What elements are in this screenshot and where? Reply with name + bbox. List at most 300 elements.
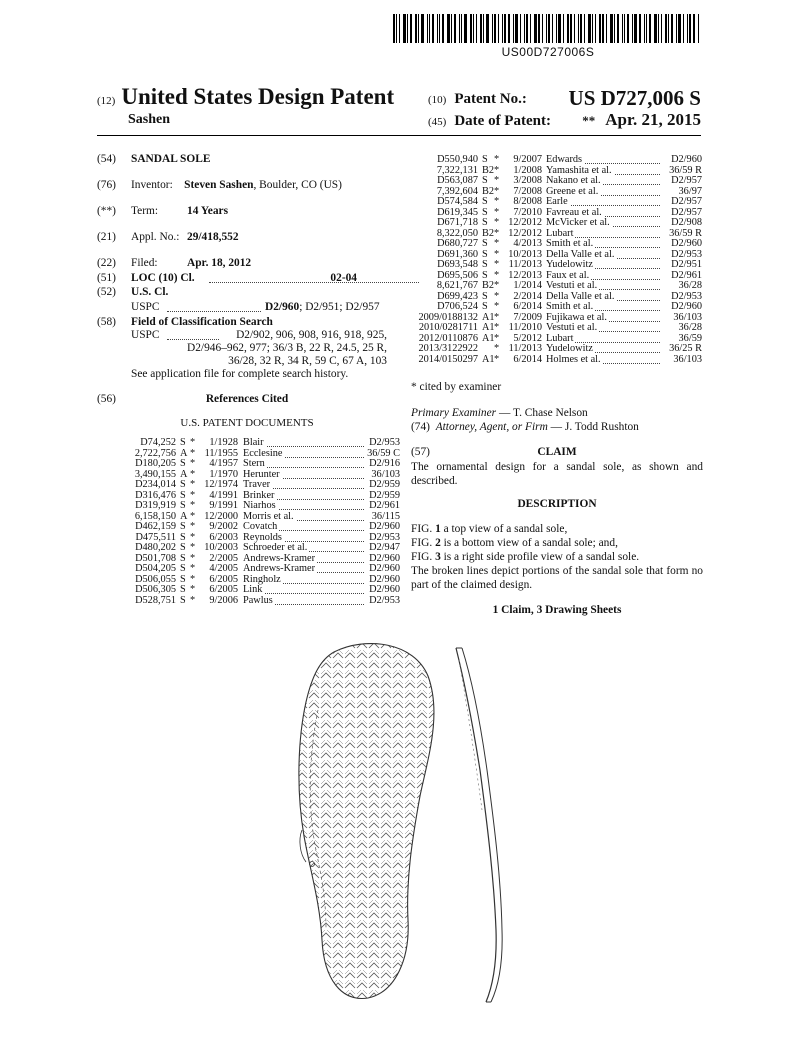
fig-number: 2	[435, 537, 441, 549]
ref-name: Covatch	[243, 521, 278, 532]
ref-star: *	[190, 542, 196, 553]
ref-date: 9/1991	[209, 500, 238, 511]
reference-row	[118, 522, 400, 533]
fig-number: 3	[435, 551, 441, 563]
uspc-secondary: ; D2/951; D2/957	[299, 301, 380, 313]
ref-date: 4/1991	[209, 489, 238, 501]
examiner-label: Primary Examiner	[411, 407, 497, 419]
appl-value: 29/418,552	[187, 231, 239, 243]
ref-number: D693,548	[437, 259, 478, 270]
reference-row	[118, 480, 400, 491]
ref-number: D691,360	[437, 248, 478, 260]
ref-name: Brinker	[243, 489, 275, 501]
ref-star: *	[190, 468, 196, 480]
barcode-bar	[570, 14, 572, 43]
barcode-bar	[683, 14, 684, 43]
ref-date: 12/2013	[508, 269, 542, 281]
barcode-bar	[432, 14, 434, 43]
date-stars: **	[582, 113, 596, 128]
ref-kind: S	[482, 217, 488, 228]
broken-lines-note: The broken lines depict portions of the sandal sole that form no part of the claimed design.	[411, 565, 703, 591]
reference-row	[118, 501, 400, 512]
barcode-bar	[476, 14, 477, 43]
ref-class: D2/960	[369, 573, 400, 585]
ref-date: 12/2012	[508, 217, 542, 228]
field-inventor	[97, 178, 397, 194]
barcode-bar	[580, 14, 582, 43]
ref-date: 6/2005	[209, 573, 238, 585]
ref-number: D506,305	[135, 584, 176, 595]
field-title-text: SANDAL SOLE	[131, 153, 211, 165]
ref-kind: A	[180, 447, 188, 459]
barcode-bar	[658, 14, 659, 43]
ref-class: 36/59 R	[669, 164, 702, 176]
ref-number: 2014/0150297	[418, 353, 478, 365]
ref-star: *	[190, 500, 196, 511]
ref-name: Traver	[243, 479, 271, 490]
reference-row	[118, 596, 400, 607]
field-label: LOC (10) Cl.	[131, 272, 195, 284]
ref-star: *	[494, 185, 500, 197]
patent-title	[97, 84, 394, 110]
ref-name: Niarhos	[243, 500, 276, 511]
ref-date: 12/2012	[508, 227, 542, 239]
reference-row	[410, 302, 702, 313]
ref-class: 36/28	[678, 280, 702, 291]
barcode-bar	[665, 14, 667, 43]
ref-date: 6/2005	[209, 584, 238, 595]
ref-class: D2/953	[369, 594, 400, 606]
ref-class: D2/960	[369, 552, 400, 564]
ref-name: Edwards	[546, 154, 583, 165]
reference-row	[410, 323, 702, 334]
ref-class: D2/947	[369, 542, 400, 553]
ref-kind: S	[482, 154, 488, 165]
ref-star: *	[494, 332, 500, 344]
ref-kind: S	[482, 269, 488, 281]
barcode-bar	[574, 14, 575, 43]
ref-number: D671,718	[437, 217, 478, 228]
ref-date: 11/2010	[508, 322, 542, 333]
fig3-description	[411, 550, 703, 564]
ref-date: 12/2000	[204, 510, 238, 522]
ref-kind: S	[180, 531, 186, 543]
barcode-bar	[492, 14, 493, 43]
barcode-bar	[546, 14, 547, 43]
ref-kind: S	[180, 594, 186, 606]
barcode-bar	[396, 14, 397, 43]
fig2-description	[411, 536, 703, 550]
ref-number: 2,722,756	[134, 447, 176, 459]
attorney-name: — J. Todd Rushton	[547, 421, 639, 433]
ref-number: D234,014	[135, 479, 176, 490]
ref-number: D699,423	[437, 290, 478, 302]
ref-class: 36/25 R	[669, 343, 702, 354]
reference-row	[410, 281, 702, 292]
barcode-bar	[480, 14, 482, 43]
barcode	[393, 14, 703, 43]
ref-name: Schroeder et al.	[243, 542, 308, 553]
field-refs	[97, 392, 397, 432]
barcode-bar	[634, 14, 637, 43]
representative-drawing	[296, 640, 516, 1015]
fig-text: is a bottom view of a sandal sole; and,	[440, 537, 618, 549]
attorney	[411, 420, 703, 434]
ref-class: 36/97	[678, 185, 702, 197]
search-line-3: 36/28, 32 R, 34 R, 59 C, 67 A, 103	[228, 355, 387, 367]
ref-date: 1/2008	[513, 164, 542, 176]
barcode-bar	[437, 14, 438, 43]
field-filed	[97, 256, 397, 272]
field-inventor-row	[131, 178, 342, 193]
ref-class: D2/959	[369, 489, 400, 501]
barcode-bar	[421, 14, 424, 43]
ref-date: 11/2013	[508, 343, 542, 354]
barcode-bar	[548, 14, 550, 43]
ref-star: *	[190, 552, 196, 564]
barcode-bar	[534, 14, 537, 43]
ref-class: 36/103	[673, 353, 702, 365]
ref-name: McVicker et al.	[546, 217, 610, 228]
field-label: Term:	[131, 205, 159, 217]
barcode-bar	[689, 14, 691, 43]
ref-number: D695,506	[437, 269, 478, 281]
ref-star: *	[190, 510, 196, 522]
ref-date: 4/2013	[513, 238, 542, 249]
inventor-name: Steven Sashen	[184, 179, 254, 191]
ref-name: Herunter	[243, 468, 280, 480]
ref-star: *	[190, 563, 196, 574]
refs-left-table	[118, 438, 400, 606]
field-code: (51)	[97, 272, 116, 284]
ref-class: 36/115	[371, 510, 400, 522]
reference-row	[410, 239, 702, 250]
ref-number: D501,708	[135, 552, 176, 564]
ref-name: Lubart	[546, 227, 574, 239]
field-label: Inventor:	[131, 179, 173, 191]
ref-name: Holmes et al.	[546, 353, 601, 365]
ref-date: 7/2010	[513, 206, 542, 218]
patent-number-code: (10)	[428, 94, 447, 106]
fig-text: is a right side profile view of a sandal sole.	[440, 551, 640, 563]
barcode-bar	[646, 14, 647, 43]
barcode-bar	[530, 14, 531, 43]
ref-class: D2/961	[671, 269, 702, 281]
ref-number: 7,392,604	[436, 185, 478, 197]
ref-star: *	[494, 259, 500, 270]
field-title	[97, 152, 397, 168]
barcode-bar	[627, 14, 629, 43]
barcode-bar	[526, 14, 528, 43]
inventor-surname: Sashen	[128, 112, 171, 127]
term-value: 14 Years	[187, 205, 229, 217]
leader-dots	[167, 302, 261, 312]
ref-class: D2/953	[671, 290, 702, 302]
claim-code: (57)	[411, 446, 430, 458]
barcode-bar	[563, 14, 564, 43]
primary-examiner	[411, 406, 703, 420]
ref-date: 11/2013	[508, 259, 542, 270]
claim-text: The ornamental design for a sandal sole, as shown and described.	[411, 461, 703, 487]
barcode-bar	[515, 14, 518, 43]
filed-value: Apr. 18, 2012	[187, 257, 252, 269]
field-search	[97, 315, 397, 385]
ref-kind: A1	[482, 332, 495, 344]
barcode-bar	[649, 14, 651, 43]
barcode-bar	[502, 14, 503, 43]
date-label-text: Date of Patent:	[454, 113, 551, 129]
attorney-label: Attorney, Agent, or Firm	[435, 421, 548, 433]
field-term	[97, 204, 397, 220]
date-value: Apr. 21, 2015	[605, 110, 701, 129]
field-label: U.S. Cl.	[131, 286, 169, 298]
field-appl	[97, 230, 397, 246]
ref-number: D74,252	[140, 437, 176, 448]
ref-class: D2/959	[369, 479, 400, 490]
barcode-bar	[698, 14, 699, 43]
ref-kind: A	[180, 510, 188, 522]
loc-value: 02-04	[330, 272, 357, 284]
ref-name: Reynolds	[243, 531, 282, 543]
ref-star: *	[190, 594, 196, 606]
barcode-bar	[654, 14, 657, 43]
claim-heading-row	[411, 445, 703, 461]
barcode-bar	[429, 14, 430, 43]
ref-date: 6/2003	[209, 531, 238, 543]
barcode-bar	[668, 14, 669, 43]
ref-date: 4/2005	[209, 563, 238, 574]
ref-number: D475,511	[135, 531, 176, 543]
ref-kind: S	[180, 458, 186, 469]
ref-date: 1/1970	[209, 468, 238, 480]
sole-bottom-view	[299, 644, 434, 999]
field-code: (52)	[97, 286, 116, 298]
ref-name: Ecclesine	[243, 447, 283, 459]
barcode-bar	[552, 14, 553, 43]
fig-text: a top view of a sandal sole,	[440, 523, 568, 535]
leader-dots	[209, 273, 419, 283]
ref-date: 12/1974	[204, 479, 238, 490]
ref-date: 2/2014	[513, 290, 542, 302]
ref-star: *	[494, 311, 500, 323]
ref-class: D2/961	[369, 500, 400, 511]
ref-kind: A1	[482, 353, 495, 365]
ref-class: D2/960	[671, 154, 702, 165]
ref-date: 3/2008	[513, 175, 542, 186]
field-code: (54)	[97, 153, 116, 165]
ref-date: 5/2012	[513, 332, 542, 344]
field-label: Filed:	[131, 257, 158, 269]
ref-kind: B2	[482, 227, 495, 239]
ref-kind: S	[482, 248, 488, 260]
barcode-bar	[617, 14, 619, 43]
ref-name: Morris et al.	[243, 510, 294, 522]
barcode-bar	[393, 14, 395, 43]
fig-label: FIG.	[411, 551, 436, 563]
ref-star: *	[494, 343, 500, 354]
ref-name: Smith et al.	[546, 301, 594, 312]
ref-name: Della Valle et al.	[546, 248, 615, 260]
ref-kind: S	[180, 521, 186, 532]
ref-date: 1/1928	[209, 437, 238, 448]
field-code: (76)	[97, 179, 116, 191]
ref-kind: S	[180, 552, 186, 564]
barcode-bar	[498, 14, 499, 43]
ref-star: *	[190, 531, 196, 543]
barcode-bar	[578, 14, 579, 43]
uspc-label: USPC	[131, 329, 160, 341]
barcode-bar	[407, 14, 408, 43]
reference-row	[410, 155, 702, 166]
ref-kind: S	[180, 584, 186, 595]
ref-number: D506,055	[135, 573, 176, 585]
barcode-bar	[442, 14, 444, 43]
ref-class: D2/960	[671, 301, 702, 312]
ref-date: 9/2002	[209, 521, 238, 532]
barcode-bar	[473, 14, 474, 43]
ref-class: D2/960	[369, 584, 400, 595]
ref-kind: A1	[482, 311, 495, 323]
barcode-bar	[508, 14, 510, 43]
claims-sheets: 1 Claim, 3 Drawing Sheets	[492, 604, 622, 616]
ref-kind: S	[482, 238, 488, 249]
ref-name: Ringholz	[243, 573, 281, 585]
field-code: (21)	[97, 231, 116, 243]
fig1-description	[411, 522, 703, 536]
ref-kind: S	[180, 489, 186, 501]
fig-label: FIG.	[411, 523, 436, 535]
ref-star: *	[190, 447, 196, 459]
barcode-bar	[610, 14, 613, 43]
ref-date: 6/2014	[513, 353, 542, 365]
reference-row	[118, 585, 400, 596]
search-line-2: D2/946–962, 977; 36/3 B, 22 R, 24.5, 25 R,	[187, 342, 387, 354]
barcode-bar	[538, 14, 540, 43]
ref-class: D2/951	[671, 259, 702, 270]
refs-heading: References Cited	[205, 393, 289, 405]
barcode-bar	[556, 14, 557, 43]
barcode-bar	[602, 14, 604, 43]
ref-number: 3,490,155	[134, 468, 176, 480]
refs-subheading: U.S. PATENT DOCUMENTS	[180, 417, 314, 429]
barcode-bar	[504, 14, 506, 43]
barcode-bar	[399, 14, 400, 43]
ref-name: Link	[243, 584, 263, 595]
ref-number: D504,205	[135, 563, 176, 574]
ref-date: 2/2005	[209, 552, 238, 564]
ref-name: Yamashita et al.	[546, 164, 612, 176]
barcode-bar	[588, 14, 591, 43]
ref-class: D2/960	[369, 563, 400, 574]
reference-row	[410, 197, 702, 208]
ref-name: Vestuti et al.	[546, 280, 598, 291]
reference-row	[410, 176, 702, 187]
barcode-bar	[614, 14, 615, 43]
ref-class: 36/59	[678, 332, 702, 344]
ref-star: *	[494, 227, 500, 239]
barcode-bar	[418, 14, 419, 43]
fig-label: FIG.	[411, 537, 436, 549]
ref-star: *	[494, 164, 500, 176]
barcode-bar	[624, 14, 625, 43]
barcode-bar	[558, 14, 561, 43]
barcode-bar	[639, 14, 641, 43]
barcode-bar	[687, 14, 688, 43]
uspc-values	[265, 300, 380, 315]
patent-number-label	[428, 91, 527, 108]
field-label: Appl. No.:	[131, 231, 180, 243]
ref-kind: S	[180, 573, 186, 585]
ref-date: 11/1955	[204, 447, 238, 459]
ref-name: Lubart	[546, 332, 574, 344]
ref-number: 8,322,050	[436, 227, 478, 239]
barcode-bar	[451, 14, 452, 43]
ref-star: *	[494, 301, 500, 312]
barcode-bar	[632, 14, 633, 43]
reference-row	[118, 438, 400, 449]
ref-number: 6,158,150	[134, 510, 176, 522]
ref-name: Yudelowitz	[546, 343, 593, 354]
barcode-bar	[464, 14, 467, 43]
ref-name: Earle	[546, 196, 568, 207]
ref-number: D480,202	[135, 542, 176, 553]
ref-star: *	[494, 206, 500, 218]
ref-name: Smith et al.	[546, 238, 594, 249]
ref-class: 36/103	[673, 311, 702, 323]
ref-kind: B2	[482, 185, 495, 197]
ref-class: D2/957	[671, 175, 702, 186]
search-note: See application file for complete search history.	[131, 368, 349, 380]
barcode-bar	[661, 14, 662, 43]
ref-number: D316,476	[135, 489, 176, 501]
ref-star: *	[494, 269, 500, 281]
ref-name: Greene et al.	[546, 185, 599, 197]
barcode-bar	[524, 14, 525, 43]
barcode-bar	[567, 14, 569, 43]
ref-name: Della Valle et al.	[546, 290, 615, 302]
title-text: United States Design Patent	[121, 84, 395, 109]
reference-row	[410, 218, 702, 229]
barcode-bar	[595, 14, 596, 43]
examiner-name: — T. Chase Nelson	[496, 407, 588, 419]
barcode-bar	[461, 14, 462, 43]
barcode-bar	[483, 14, 484, 43]
ref-kind: A1	[482, 322, 495, 333]
ref-name: Blair	[243, 437, 264, 448]
reference-row	[410, 260, 702, 271]
barcode-bar	[693, 14, 695, 43]
reference-row	[118, 459, 400, 470]
barcode-bar	[459, 14, 460, 43]
ref-kind: S	[482, 259, 488, 270]
ref-kind: S	[180, 542, 186, 553]
ref-class: D2/908	[671, 217, 702, 228]
ref-name: Stern	[243, 458, 265, 469]
reference-row	[410, 344, 702, 355]
ref-number: D706,524	[437, 301, 478, 312]
ref-kind: A	[180, 468, 188, 480]
patent-number-label-text: Patent No.:	[454, 91, 527, 107]
ref-name: Pawlus	[243, 594, 273, 606]
barcode-bar	[470, 14, 472, 43]
patent-date	[582, 110, 701, 130]
ref-class: 36/59 C	[367, 447, 400, 459]
title-code: (12)	[97, 95, 116, 107]
ref-number: D319,919	[135, 500, 176, 511]
ref-star: *	[190, 489, 196, 501]
ref-name: Favreau et al.	[546, 206, 602, 218]
ref-kind: S	[482, 301, 488, 312]
